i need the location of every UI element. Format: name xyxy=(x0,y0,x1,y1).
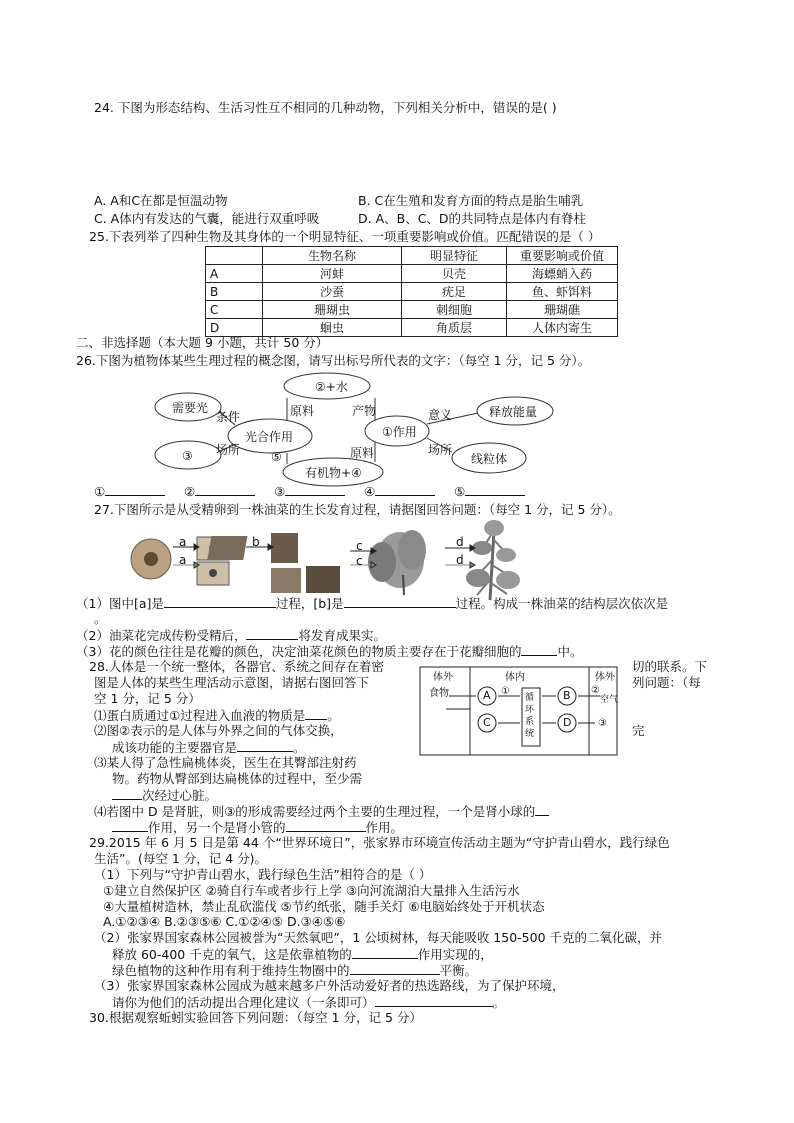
q29-choices: A.①②③④ B.②③⑤⑥ C.①②④⑤ D.③④⑤⑥ xyxy=(103,914,346,929)
q27-line2: （2）油菜花完成传粉受精后， 将发育成果实。 xyxy=(76,628,386,643)
node-three: ③ xyxy=(182,449,193,463)
diagram-food: 食物 xyxy=(429,688,449,699)
diagram-C: C xyxy=(483,716,491,729)
q28-part4a: ⑷若图中 D 是肾脏，则③的形成需要经过两个主要的生理过程，一个是肾小球的 xyxy=(94,803,549,820)
arrow-label-c: c xyxy=(356,554,363,568)
q28-part4b: 作用，另一个是肾小管的 作用。 xyxy=(112,819,403,836)
q29-sub2c: 绿色植物的这种作用有利于维持生物圈中的 平衡。 xyxy=(112,963,478,978)
node-energy: 释放能量 xyxy=(489,405,538,419)
arrow-label-b: b xyxy=(252,535,260,549)
q24-stem: 24. 下图为形态结构、生活习性互不相同的几种动物，下列相关分析中，错误的是( ) xyxy=(94,100,557,115)
q29-sub3a: （3）张家界国家森林公园成为越来越多户外活动爱好者的热选路线，为了保护环境， xyxy=(94,978,565,993)
node-water: ②+水 xyxy=(315,380,348,394)
diagram-outside-right: 体外 xyxy=(595,672,615,683)
edge-material: 原料 xyxy=(350,446,375,460)
q27-stem: 27.下图所示是从受精卵到一株油菜的生长发育过程，请据图回答问题：（每空 1 分，记 5 分）。 xyxy=(94,502,621,517)
q24-option-c: C. A体内有发达的气囊，能进行双重呼吸 xyxy=(94,211,320,226)
answer-line-1: ① xyxy=(94,483,165,500)
arrow-label-a: a xyxy=(179,553,187,567)
q28-part1: ⑴蛋白质通过①过程进入血液的物质是 。 xyxy=(94,708,340,723)
node-light: 需要光 xyxy=(172,401,209,415)
q28-line1a: 28.人体是一个统一整体，各器官、系统之间存在着密 xyxy=(89,659,384,674)
diagram-c3: ③ xyxy=(598,718,607,729)
table-row: A 河蚌 贝壳 海螵蛸入药 xyxy=(206,265,618,283)
q29-options2: ④大量植树造林，禁止乱砍滥伐 ⑤节约纸张，随手关灯 ⑥电脑始终处于开机状态 xyxy=(103,899,545,914)
q24-option-d: D. A、B、C、D的共同特点是体内有脊柱 xyxy=(358,211,587,226)
q27-line1: （1）图中[a]是 过程，[b]是 过程。构成一株油菜的结构层次依次是 xyxy=(76,596,669,611)
q24-option-a: A. A和C在都是恒温动物 xyxy=(94,193,228,208)
arrow-label-d: d xyxy=(456,553,464,567)
edge-product: 产物 xyxy=(352,404,377,418)
edge-place: 场所 xyxy=(428,443,453,457)
q28-part3b: 物。药物从臀部到达扁桃体的过程中，至少需 xyxy=(112,771,363,786)
arrow-label-a: a xyxy=(179,535,187,549)
diagram-D: D xyxy=(563,716,572,729)
table-header-cell: 重要影响或价值 xyxy=(507,247,618,265)
q28-part3a: ⑶某人得了急性扁桃体炎，医生在其臀部注射药 xyxy=(94,755,357,770)
q29-sub3b: 请你为他们的活动提出合理化建议（一条即可） 。 xyxy=(112,995,506,1010)
diagram-A: A xyxy=(483,689,491,702)
edge-material: 原料 xyxy=(290,404,315,418)
diagram-circulatory-system: 循环系统 xyxy=(525,693,535,739)
q29-line2: 生活”。(每空 1 分，记 4 分)。 xyxy=(94,851,268,866)
node-five: ⑤ xyxy=(271,450,282,464)
section-heading: 二、非选择题（本大题 9 小题，共计 50 分） xyxy=(76,335,329,350)
diagram-outside-left: 体外 xyxy=(433,672,453,683)
answer-line-3: ③ xyxy=(274,483,345,500)
diagram-c2: ② xyxy=(591,685,600,696)
table-row: C 珊瑚虫 刺细胞 珊瑚礁 xyxy=(206,301,618,319)
q28-line1b: 切的联系。下 xyxy=(632,659,708,674)
q29-sub1: （1）下列与“守护青山碧水，践行绿色生活”相符合的是（ ） xyxy=(94,867,432,882)
table-row: D 蛔虫 角质层 人体内寄生 xyxy=(206,319,618,337)
answer-line-5: ⑤ xyxy=(454,483,525,500)
q24-option-b: B. C在生殖和发育方面的特点是胎生哺乳 xyxy=(358,193,584,208)
q27-line3: （3）花的颜色往往是花瓣的颜色，决定油菜花颜色的物质主要存在于花瓣细胞的 中。 xyxy=(76,644,583,659)
answer-line-2: ② xyxy=(184,483,255,500)
table-header-cell: 生物名称 xyxy=(263,247,402,265)
table-row: B 沙蚕 疣足 鱼、虾饵料 xyxy=(206,283,618,301)
q28-line2a: 图是人体的某些生理活动示意图，请据右图回答下 xyxy=(94,675,370,690)
node-mitochondria: 线粒体 xyxy=(471,452,508,466)
q28-part2: ⑵图②表示的是人体与外界之间的气体交换， xyxy=(94,723,343,738)
q28-part3c: 次经过心脏。 xyxy=(112,787,217,804)
q25-stem: 25.下表列举了四种生物及其身体的一个明显特征、一项重要影响或价值。匹配错误的是（ ） xyxy=(89,229,601,244)
edge-condition: 条件 xyxy=(216,410,241,424)
table-header-cell: 明显特征 xyxy=(402,247,507,265)
q29-sub2a: （2）张家界国家森林公园被誉为“天然氧吧”，1 公顷树林，每天能吸收 150-500 千克的二氧化碳，并 xyxy=(94,930,663,945)
q26-stem: 26.下图为植物体某些生理过程的概念图，请写出标号所代表的文字：（每空 1 分，记 5 分）。 xyxy=(76,353,591,368)
diagram-inside: 体内 xyxy=(505,672,525,683)
q29-options1: ①建立自然保护区 ②骑自行车或者步行上学 ③向河流湖泊大量排入生活污水 xyxy=(103,883,520,898)
q27-line1-end: 。 xyxy=(94,611,107,626)
q28-line2b: 列问题：（每 xyxy=(632,675,701,690)
q30-stem: 30.根据观察蚯蚓实验回答下列问题：（每空 1 分，记 5 分） xyxy=(89,1010,422,1025)
q28-part2c: 成该功能的主要器官是 。 xyxy=(112,740,306,755)
edge-place: 场所 xyxy=(216,443,241,457)
diagram-B: B xyxy=(563,689,571,702)
edge-meaning: 意义 xyxy=(428,408,453,422)
answer-line-4: ④ xyxy=(364,483,435,500)
node-respiration: ①作用 xyxy=(382,425,417,439)
q28-line3: 空 1 分，记 5 分） xyxy=(94,691,201,706)
q29-sub2b: 释放 60-400 千克的氧气，这是依靠植物的 作用实现的， xyxy=(112,947,493,962)
node-organic: 有机物+④ xyxy=(305,466,362,480)
q29-line1: 29.2015 年 6 月 5 日是第 44 个“世界环境日”，张家界市环境宣传活动主题为“守护青山碧水，践行绿色 xyxy=(89,835,670,850)
node-photosynthesis: 光合作用 xyxy=(245,430,294,444)
q28-part2-end: 完 xyxy=(632,723,645,738)
arrow-label-d: d xyxy=(456,535,464,549)
arrow-label-c: c xyxy=(356,539,363,553)
diagram-c1: ① xyxy=(501,686,510,697)
diagram-air: 空气 xyxy=(600,695,619,705)
